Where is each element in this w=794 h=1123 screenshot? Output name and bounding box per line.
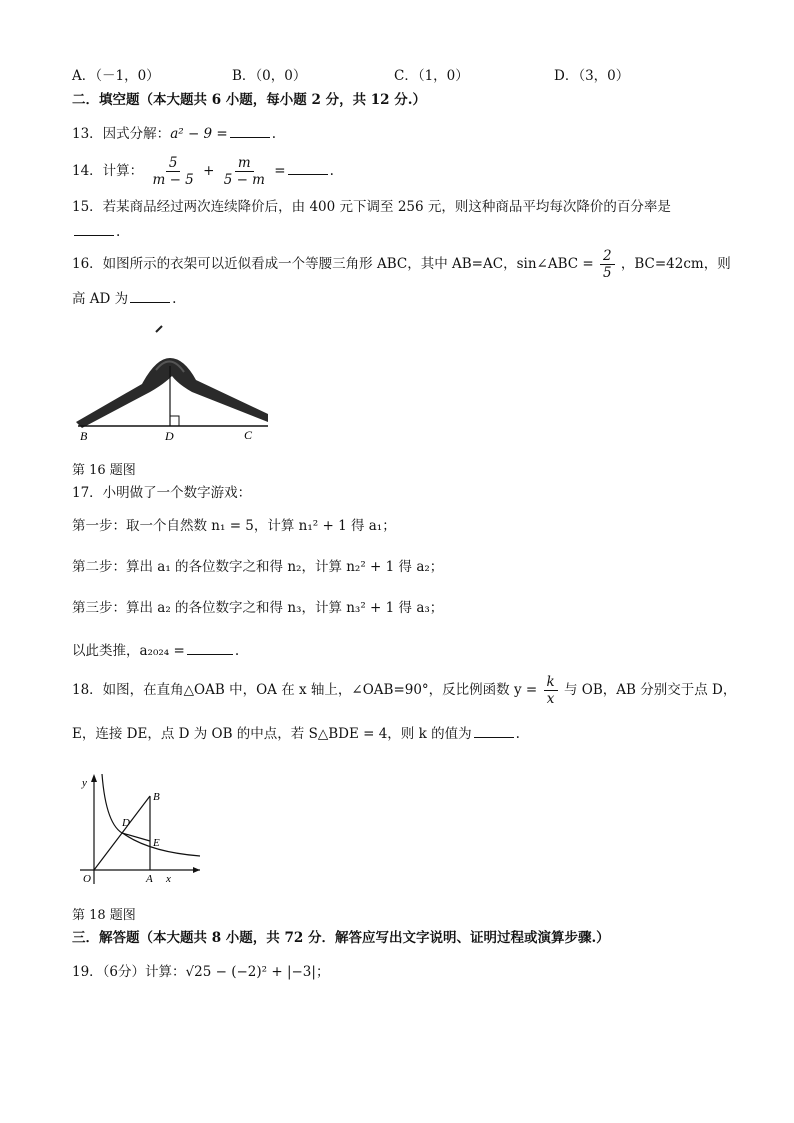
fig16-label-c: C xyxy=(244,428,253,442)
q16-frac-den: 5 xyxy=(602,265,612,281)
question-18 xyxy=(72,672,736,708)
question-15-answer xyxy=(72,222,120,242)
section3-title: 三．解答题（本大题共 8 小题，共 72 分．解答应写出文字说明、证明过程或演算步骤.） xyxy=(72,930,610,946)
q17-end: . xyxy=(234,643,240,659)
question-19 xyxy=(72,962,329,982)
q13-blank xyxy=(230,125,270,138)
q19-expr: √25 − (−2)² + |−3|； xyxy=(185,964,330,980)
fig18-caption: 第 18 题图 xyxy=(72,908,136,923)
fig16-caption: 第 16 题图 xyxy=(72,463,136,478)
q18-text1b: 与 OB，AB 分别交于点 D， xyxy=(563,682,737,698)
q14-end: . xyxy=(329,163,334,179)
q18-frac-den: x xyxy=(546,691,555,707)
q14-blank xyxy=(288,162,328,175)
q17-conclusion: 以此类推，a₂₀₂₄ = xyxy=(72,643,185,659)
q16-text2: ，BC=42cm，则 xyxy=(620,256,731,272)
q14-fraction-2 xyxy=(221,155,268,188)
q15-blank xyxy=(74,223,114,236)
q18-fraction xyxy=(544,674,558,707)
question-14 xyxy=(72,153,334,189)
figure-16-hanger xyxy=(72,322,282,447)
option-d: D．（3，0） xyxy=(554,68,630,84)
fig18-label-x: x xyxy=(166,873,171,885)
option-c: C．（1，0） xyxy=(394,68,469,84)
q14-f1-num: 5 xyxy=(166,155,181,172)
fig16-label-b: B xyxy=(80,429,88,443)
q17-step3: 第三步：算出 a₂ 的各位数字之和得 n₃，计算 n₃² + 1 得 a₃； xyxy=(72,600,444,616)
q14-plus: + xyxy=(203,163,215,179)
question-16 xyxy=(72,246,731,282)
q16-fraction xyxy=(600,248,615,281)
q13-expr: a² − 9 = xyxy=(170,126,228,142)
question-16-line2 xyxy=(72,289,176,309)
fig18-label-b: B xyxy=(153,791,160,803)
q14-f1-den: m − 5 xyxy=(152,172,194,188)
fig18-label-a: A xyxy=(146,873,153,885)
option-a: A．（－1，0） xyxy=(72,68,160,84)
q16-end: . xyxy=(172,291,177,307)
q14-f2-den: 5 − m xyxy=(223,172,265,188)
fig18-label-o: O xyxy=(83,873,91,885)
q14-prefix: 14．计算： xyxy=(72,163,144,179)
q13-end: . xyxy=(271,126,277,142)
fig18-label-d: D xyxy=(122,817,130,829)
q17-intro: 17．小明做了一个数字游戏： xyxy=(72,485,252,501)
q17-blank xyxy=(187,642,233,655)
question-15-text: 15．若某商品经过两次连续降价后，由 400 元下调至 256 元，则这种商品平均每次降价的百分率是 xyxy=(72,199,671,215)
q16-frac-num: 2 xyxy=(600,248,615,265)
fig18-label-e: E xyxy=(153,837,160,849)
q16-blank xyxy=(130,290,170,303)
question-18-line2 xyxy=(72,724,520,744)
q19-prefix: 19．（6分）计算： xyxy=(72,964,186,980)
q18-end: . xyxy=(515,726,520,742)
q18-text1a: 18．如图，在直角△OAB 中，OA 在 x 轴上，∠OAB=90°，反比例函数 y = xyxy=(72,682,538,698)
q14-fraction-1 xyxy=(149,155,196,188)
q16-line2-text: 高 AD 为 xyxy=(72,291,129,307)
q15-end: . xyxy=(116,224,121,240)
q13-prefix: 13．因式分解： xyxy=(72,126,171,142)
q16-text1: 16．如图所示的衣架可以近似看成一个等腰三角形 ABC，其中 AB=AC，sin∠ABC = xyxy=(72,256,594,272)
q14-f2-num: m xyxy=(235,155,254,172)
section2-title: 二．填空题（本大题共 6 小题，每小题 2 分，共 12 分.） xyxy=(72,92,426,108)
q14-eq: = xyxy=(274,163,286,179)
q17-step2: 第二步：算出 a₁ 的各位数字之和得 n₂，计算 n₂² + 1 得 a₂； xyxy=(72,559,444,575)
q18-frac-num: k xyxy=(544,674,558,691)
q17-step1: 第一步：取一个自然数 n₁ = 5，计算 n₁² + 1 得 a₁； xyxy=(72,518,396,534)
q18-blank xyxy=(474,725,514,738)
q17-conclusion-line xyxy=(72,641,239,661)
fig16-label-d: D xyxy=(165,429,174,443)
fig18-label-y: y xyxy=(82,777,87,789)
q18-line2-text: E，连接 DE，点 D 为 OB 的中点，若 S△BDE = 4，则 k 的值为 xyxy=(72,726,472,742)
figure-18-graph xyxy=(72,766,212,891)
question-13 xyxy=(72,124,276,144)
option-b: B．（0，0） xyxy=(232,68,307,84)
